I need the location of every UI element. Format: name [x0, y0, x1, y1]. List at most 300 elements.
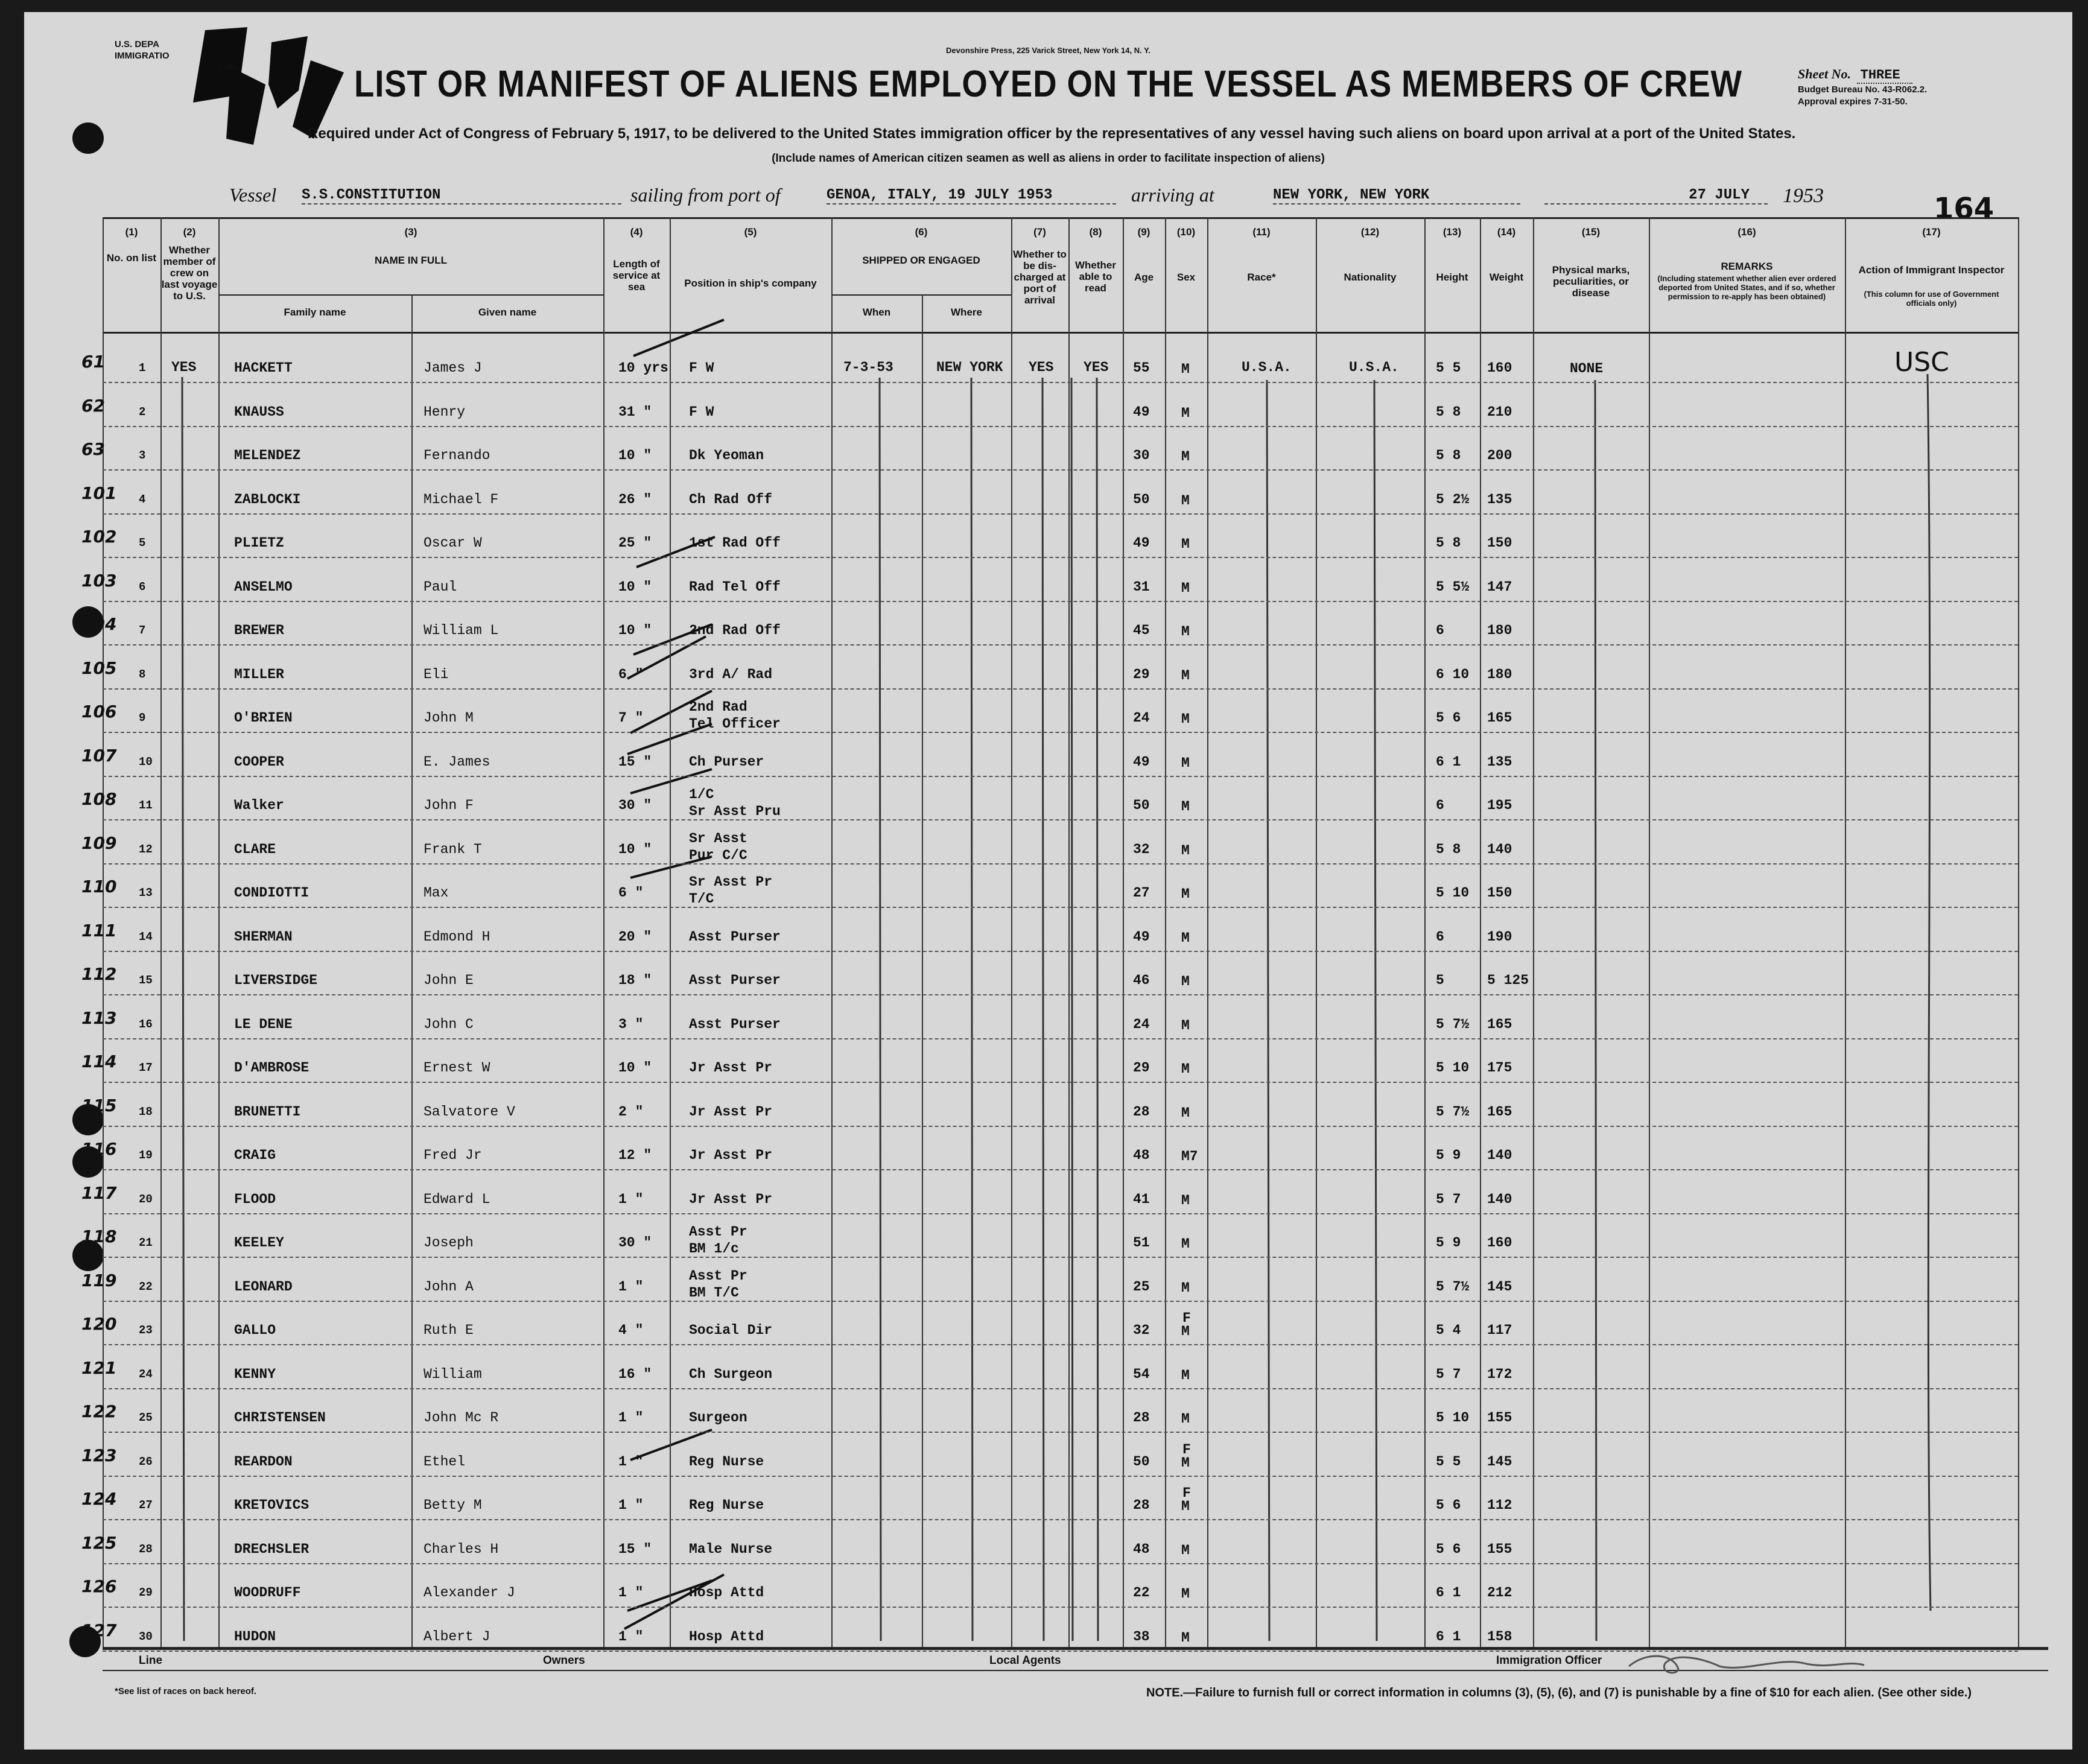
height: 6 1	[1436, 1628, 1461, 1645]
height: 5 8	[1436, 448, 1461, 463]
age: 24	[1133, 1016, 1150, 1032]
weight: 145	[1487, 1453, 1512, 1470]
sex: M	[1181, 1586, 1190, 1602]
row-number: 29	[139, 1586, 153, 1599]
manifest-page	[24, 12, 2072, 1750]
given-name: John F	[424, 798, 474, 813]
col-age: Age	[1134, 271, 1154, 283]
row-number: 13	[139, 886, 153, 899]
col-remarks-note: (Including statement whether alien ever ordered deported from United States, and if so, whether permission to re-apply has been obtained)	[1657, 274, 1836, 301]
family-name: HACKETT	[234, 360, 293, 376]
position: Ch Rad Off	[689, 491, 773, 507]
vessel-name: S.S.CONSTITUTION	[302, 187, 621, 205]
height: 6 10	[1436, 666, 1470, 682]
age: 25	[1133, 1278, 1150, 1295]
column-number: (2)	[183, 226, 196, 238]
row-rule	[103, 382, 2018, 383]
col-shipped-or-engaged: SHIPPED OR ENGAGED	[862, 255, 980, 266]
row-number: 3	[139, 449, 146, 462]
given-name: Betty M	[424, 1497, 482, 1513]
approval-expiry: Approval expires 7-31-50.	[1798, 97, 1908, 107]
sex: M	[1181, 536, 1190, 552]
sex: M	[1181, 1499, 1190, 1514]
col-inspector-action: Action of Immigrant Inspector	[1858, 264, 2005, 276]
family-name: O'BRIEN	[234, 710, 293, 726]
column-number: (15)	[1581, 226, 1601, 238]
document-title: LIST OR MANIFEST OF ALIENS EMPLOYED ON THE VESSEL AS MEMBERS OF CREW	[354, 63, 1742, 105]
sailing-label: sailing from port of	[630, 184, 781, 206]
row-number: 30	[139, 1629, 153, 1643]
height: 5 7½	[1436, 1278, 1470, 1295]
family-name: KRETOVICS	[234, 1497, 309, 1513]
length-of-service: 30 "	[618, 798, 652, 813]
row-rule	[103, 1169, 2018, 1170]
position: Hosp Attd	[689, 1585, 764, 1601]
age: 48	[1133, 1541, 1150, 1557]
row-number: 14	[139, 930, 153, 944]
position: Asst Purser	[689, 928, 781, 945]
age: 29	[1133, 666, 1150, 682]
length-of-service: 10 "	[618, 623, 652, 638]
weight: 140	[1487, 1191, 1512, 1207]
height: 5 8	[1436, 404, 1461, 420]
length-of-service: 30 "	[618, 1235, 652, 1251]
age: 55	[1133, 360, 1150, 376]
age: 32	[1133, 1322, 1150, 1338]
height: 5 10	[1436, 885, 1470, 901]
include-note: (Include names of American citizen seamen as well as aliens in order to facilitate inspection of aliens)	[772, 152, 1325, 165]
length-of-service: 10 "	[618, 1060, 652, 1076]
weight: 135	[1487, 754, 1512, 770]
given-name: Paul	[424, 579, 457, 595]
family-name: KEELEY	[234, 1235, 284, 1251]
row-rule	[103, 863, 2018, 865]
row-handwritten-number: 105	[81, 658, 117, 678]
weight: 165	[1487, 1103, 1512, 1120]
height: 5 8	[1436, 841, 1461, 857]
family-name: GALLO	[234, 1322, 276, 1338]
col-given-name: Given name	[478, 306, 537, 318]
sailing-port: GENOA, ITALY, 19 JULY 1953	[827, 187, 1116, 205]
arrival-day: 27 JULY	[1544, 187, 1768, 205]
given-name: Joseph	[424, 1235, 474, 1251]
column-number: (11)	[1252, 226, 1271, 238]
row-handwritten-number: 102	[81, 527, 117, 547]
age: 49	[1133, 754, 1150, 770]
row-rule	[103, 994, 2018, 995]
row-handwritten-number: 111	[81, 920, 117, 941]
sex: M	[1181, 1367, 1190, 1383]
height: 5 7	[1436, 1366, 1461, 1382]
height: 6	[1436, 928, 1444, 945]
column-rule	[922, 294, 923, 1647]
row-number: 15	[139, 974, 153, 987]
row-handwritten-number: 109	[81, 833, 117, 853]
weight: 210	[1487, 404, 1512, 420]
position-line-1: Asst Pr	[689, 1267, 747, 1284]
length-of-service: 1 "	[618, 1585, 644, 1601]
weight: 155	[1487, 1410, 1512, 1426]
row-rule	[103, 426, 2018, 427]
weight: 180	[1487, 623, 1512, 638]
row-handwritten-number: 101	[81, 483, 117, 503]
length-of-service: 1 "	[618, 1191, 644, 1207]
position-line-2: T/C	[689, 891, 714, 907]
length-of-service: 7 "	[618, 710, 644, 726]
printer-line: Devonshire Press, 225 Varick Street, New York 14, N. Y.	[946, 46, 1150, 55]
row-handwritten-number: 113	[81, 1007, 117, 1028]
given-name: Max	[424, 885, 449, 901]
length-of-service: 16 "	[618, 1366, 652, 1382]
row-rule	[103, 1257, 2018, 1258]
row-rule	[103, 1038, 2018, 1039]
length-of-service: 1 "	[618, 1453, 644, 1470]
col-position: Position in ship's company	[684, 278, 817, 289]
length-of-service: 26 "	[618, 491, 652, 507]
row-number: 26	[139, 1455, 153, 1468]
family-name: MELENDEZ	[234, 448, 301, 463]
row-rule	[103, 601, 2018, 602]
length-of-service: 2 "	[618, 1103, 644, 1120]
given-name: John E	[424, 972, 474, 988]
physical-marks-value: NONE	[1570, 361, 1604, 376]
row-number: 27	[139, 1499, 153, 1512]
row-handwritten-number: 118	[81, 1226, 117, 1246]
column-number: (9)	[1137, 226, 1150, 238]
weight: 195	[1487, 798, 1512, 813]
height: 6 1	[1436, 754, 1461, 770]
sex: M	[1181, 1629, 1190, 1646]
sex: M	[1181, 492, 1190, 509]
race-value: U.S.A.	[1242, 360, 1292, 375]
position: Ch Purser	[689, 754, 764, 770]
ditto-strokes	[24, 12, 2072, 1750]
row-handwritten-number: 104	[81, 614, 117, 634]
row-number: 8	[139, 667, 146, 681]
position: Asst Purser	[689, 972, 781, 988]
sex: M	[1181, 930, 1190, 946]
col-physical-marks: Physical marks, peculiarities, or disease	[1552, 264, 1630, 299]
row-rule	[103, 469, 2018, 471]
arrival-year: 1953	[1783, 185, 1824, 207]
family-name: CHRISTENSEN	[234, 1410, 326, 1426]
age: 50	[1133, 491, 1150, 507]
row-number: 1	[139, 361, 146, 375]
age: 31	[1133, 579, 1150, 595]
sex: M	[1181, 405, 1190, 421]
given-name: Fred Jr	[424, 1147, 482, 1163]
position: Rad Tel Off	[689, 579, 781, 595]
sex: M	[1181, 1542, 1190, 1558]
height: 5 5	[1436, 1453, 1461, 1470]
position-line-2: Pur C/C	[689, 847, 747, 863]
weight: 172	[1487, 1366, 1512, 1382]
family-name: SHERMAN	[234, 928, 293, 945]
position: Asst Purser	[689, 1016, 781, 1032]
row-number: 19	[139, 1149, 153, 1162]
row-number: 11	[139, 799, 153, 812]
row-number: 16	[139, 1017, 153, 1031]
weight: 160	[1487, 360, 1512, 376]
family-name: DRECHSLER	[234, 1541, 309, 1557]
shipped-when-value: 7-3-53	[843, 360, 893, 375]
row-handwritten-number: 116	[81, 1139, 117, 1159]
length-of-service: 1 "	[618, 1497, 644, 1513]
family-name: HUDON	[234, 1628, 276, 1645]
sex: M	[1181, 1105, 1190, 1121]
footer-officer-label: Immigration Officer	[1496, 1654, 1602, 1667]
row-rule	[103, 513, 2018, 515]
row-handwritten-number: 107	[81, 745, 117, 766]
family-name: KENNY	[234, 1366, 276, 1382]
age: 54	[1133, 1366, 1150, 1382]
row-handwritten-number: 119	[81, 1270, 117, 1290]
family-name: BRUNETTI	[234, 1103, 301, 1120]
row-rule	[103, 644, 2018, 646]
footer-agents-label: Local Agents	[989, 1654, 1061, 1667]
position: Social Dir	[689, 1322, 773, 1338]
weight: 135	[1487, 491, 1512, 507]
family-name: LE DENE	[234, 1016, 293, 1032]
weight: 5 125	[1487, 972, 1529, 988]
height: 5 6	[1436, 1497, 1461, 1513]
weight: 212	[1487, 1585, 1512, 1601]
sex: M	[1181, 799, 1190, 814]
family-name: Walker	[234, 798, 284, 813]
height: 6 1	[1436, 1585, 1461, 1601]
length-of-service: 10 "	[618, 841, 652, 857]
page-number: 164	[1934, 192, 1994, 226]
weight: 190	[1487, 928, 1512, 945]
position: Jr Asst Pr	[689, 1147, 773, 1163]
given-name: Frank T	[424, 841, 482, 857]
row-handwritten-number: 112	[81, 964, 117, 984]
row-rule	[103, 1213, 2018, 1214]
sex: M	[1181, 361, 1190, 377]
row-rule	[103, 1432, 2018, 1433]
dept-line-2: IMMIGRATIO	[115, 51, 170, 61]
weight: 155	[1487, 1541, 1512, 1557]
age: 50	[1133, 1453, 1150, 1470]
family-name: REARDON	[234, 1453, 293, 1470]
column-number: (6)	[915, 226, 928, 238]
given-name: Ernest W	[424, 1060, 490, 1076]
length-of-service: 12 "	[618, 1147, 652, 1163]
given-name: Edward L	[424, 1191, 490, 1207]
family-name: LIVERSIDGE	[234, 972, 318, 988]
column-number: (4)	[630, 226, 643, 238]
row-number: 25	[139, 1411, 153, 1424]
given-name: John A	[424, 1278, 474, 1295]
length-of-service: 15 "	[618, 754, 652, 770]
given-name: Alexander J	[424, 1585, 515, 1601]
row-number: 10	[139, 755, 153, 769]
col-race: Race*	[1247, 271, 1276, 283]
height: 5 7	[1436, 1191, 1461, 1207]
row-number: 2	[139, 405, 146, 419]
age: 49	[1133, 928, 1150, 945]
age: 28	[1133, 1497, 1150, 1513]
position-line-2: BM 1/c	[689, 1241, 739, 1257]
given-name: John Mc R	[424, 1410, 499, 1426]
age: 38	[1133, 1628, 1150, 1645]
row-rule	[103, 688, 2018, 690]
dept-line-1: U.S. DEPA	[115, 39, 159, 49]
sex: M	[1181, 711, 1190, 727]
age: 27	[1133, 885, 1150, 901]
weight: 117	[1487, 1322, 1512, 1338]
position: Reg Nurse	[689, 1497, 764, 1513]
row-rule	[103, 1607, 2018, 1608]
col-discharged: Whether to be dis-charged at port of arrival	[1013, 249, 1067, 306]
discharged-value: YES	[1029, 360, 1054, 375]
footer-line-label: Line	[139, 1654, 163, 1667]
sheet-number: THREE	[1857, 68, 1912, 84]
col-height: Height	[1436, 271, 1468, 283]
given-name: Albert J	[424, 1628, 490, 1645]
position-line-1: 2nd Rad	[689, 699, 747, 715]
row-number: 18	[139, 1105, 153, 1118]
shipped-where-value: NEW YORK	[936, 360, 1003, 375]
row-rule	[103, 951, 2018, 952]
position: Jr Asst Pr	[689, 1191, 773, 1207]
position: Surgeon	[689, 1410, 747, 1426]
family-name: WOODRUFF	[234, 1585, 301, 1601]
position: 3rd A/ Rad	[689, 666, 773, 682]
age: 49	[1133, 404, 1150, 420]
row-rule	[103, 732, 2018, 733]
position: Hosp Attd	[689, 1628, 764, 1645]
age: 28	[1133, 1410, 1150, 1426]
vessel-label: Vessel	[229, 184, 277, 206]
col-name-in-full: NAME IN FULL	[375, 255, 447, 266]
length-of-service: 20 "	[618, 928, 652, 945]
row-number: 7	[139, 624, 146, 637]
weight: 158	[1487, 1628, 1512, 1645]
crew-last-voyage-value: YES	[171, 360, 197, 375]
row-number: 5	[139, 536, 146, 550]
position: 2nd Rad Off	[689, 623, 781, 638]
age: 45	[1133, 623, 1150, 638]
length-of-service: 1 "	[618, 1628, 644, 1645]
height: 6	[1436, 798, 1444, 813]
family-name: CONDIOTTI	[234, 885, 309, 901]
given-name: William L	[424, 623, 499, 638]
family-name: LEONARD	[234, 1278, 293, 1295]
row-handwritten-number: 125	[81, 1532, 117, 1553]
family-name: PLIETZ	[234, 535, 284, 551]
position-line-1: Asst Pr	[689, 1224, 747, 1240]
row-number: 6	[139, 580, 146, 594]
weight: 140	[1487, 841, 1512, 857]
given-name: Eli	[424, 666, 449, 682]
row-handwritten-number: 124	[81, 1489, 117, 1509]
sex: M7	[1181, 1149, 1198, 1164]
column-rule	[2018, 217, 2019, 1647]
sex: M	[1181, 1192, 1190, 1208]
row-rule	[103, 1519, 2018, 1520]
inspector-action-value: USC	[1894, 347, 1949, 378]
row-rule	[103, 907, 2018, 908]
age: 41	[1133, 1191, 1150, 1207]
row-rule	[103, 1344, 2018, 1345]
row-rule	[103, 1126, 2018, 1127]
nationality-value: U.S.A.	[1349, 360, 1399, 375]
age: 48	[1133, 1147, 1150, 1163]
given-name: Salvatore V	[424, 1103, 515, 1120]
row-rule	[103, 1388, 2018, 1389]
row-handwritten-number: 114	[81, 1052, 117, 1071]
column-number: (17)	[1922, 226, 1941, 238]
age: 51	[1133, 1235, 1150, 1251]
sex: M	[1181, 624, 1190, 639]
sex: M	[1181, 1411, 1190, 1427]
column-number: (12)	[1360, 226, 1380, 238]
col-remarks: REMARKS	[1721, 261, 1773, 272]
position: Reg Nurse	[689, 1453, 764, 1470]
position-line-1: Sr Asst Pr	[689, 874, 773, 890]
row-rule	[103, 776, 2018, 777]
given-name: Ethel	[424, 1453, 466, 1470]
arrival-port: NEW YORK, NEW YORK	[1273, 187, 1520, 205]
length-of-service: 1 "	[618, 1278, 644, 1295]
length-of-service: 31 "	[618, 404, 652, 420]
height: 5 2½	[1436, 491, 1470, 507]
weight: 165	[1487, 710, 1512, 726]
column-number: (16)	[1737, 226, 1756, 238]
given-name: John M	[424, 710, 474, 726]
height: 5	[1436, 972, 1444, 988]
position: F W	[689, 404, 714, 420]
given-name: William	[424, 1366, 482, 1382]
sex: M	[1181, 1017, 1190, 1033]
given-name: Edmond H	[424, 928, 490, 945]
column-number: (1)	[125, 226, 138, 238]
row-number: 21	[139, 1236, 153, 1249]
sex: M	[1181, 667, 1190, 684]
age: 32	[1133, 841, 1150, 857]
age: 30	[1133, 448, 1150, 463]
sex: M	[1181, 755, 1190, 771]
races-note: *See list of races on back hereof.	[115, 1686, 257, 1696]
weight: 150	[1487, 885, 1512, 901]
length-of-service: 18 "	[618, 972, 652, 988]
row-number: 4	[139, 492, 146, 506]
sex: M	[1181, 449, 1190, 465]
height: 5 10	[1436, 1410, 1470, 1426]
height: 5 5	[1436, 360, 1461, 376]
sex: M	[1181, 974, 1190, 989]
given-name: John C	[424, 1016, 474, 1032]
family-name: CLARE	[234, 841, 276, 857]
family-name: BREWER	[234, 623, 284, 638]
age: 22	[1133, 1585, 1150, 1601]
length-of-service: 6 "	[618, 885, 644, 901]
officer-signature	[1623, 1648, 1876, 1678]
age: 28	[1133, 1103, 1150, 1120]
height: 5 10	[1436, 1060, 1470, 1076]
col-sex: Sex	[1176, 271, 1196, 283]
given-name: James J	[424, 360, 482, 376]
row-handwritten-number: 127	[81, 1620, 117, 1640]
height: 5 9	[1436, 1147, 1461, 1163]
weight: 140	[1487, 1147, 1512, 1163]
position-line-2: BM T/C	[689, 1284, 739, 1301]
row-number: 17	[139, 1061, 153, 1074]
position-line-2: Sr Asst Pru	[689, 804, 781, 819]
position-line-2: Tel Officer	[689, 716, 781, 732]
position: Jr Asst Pr	[689, 1060, 773, 1076]
